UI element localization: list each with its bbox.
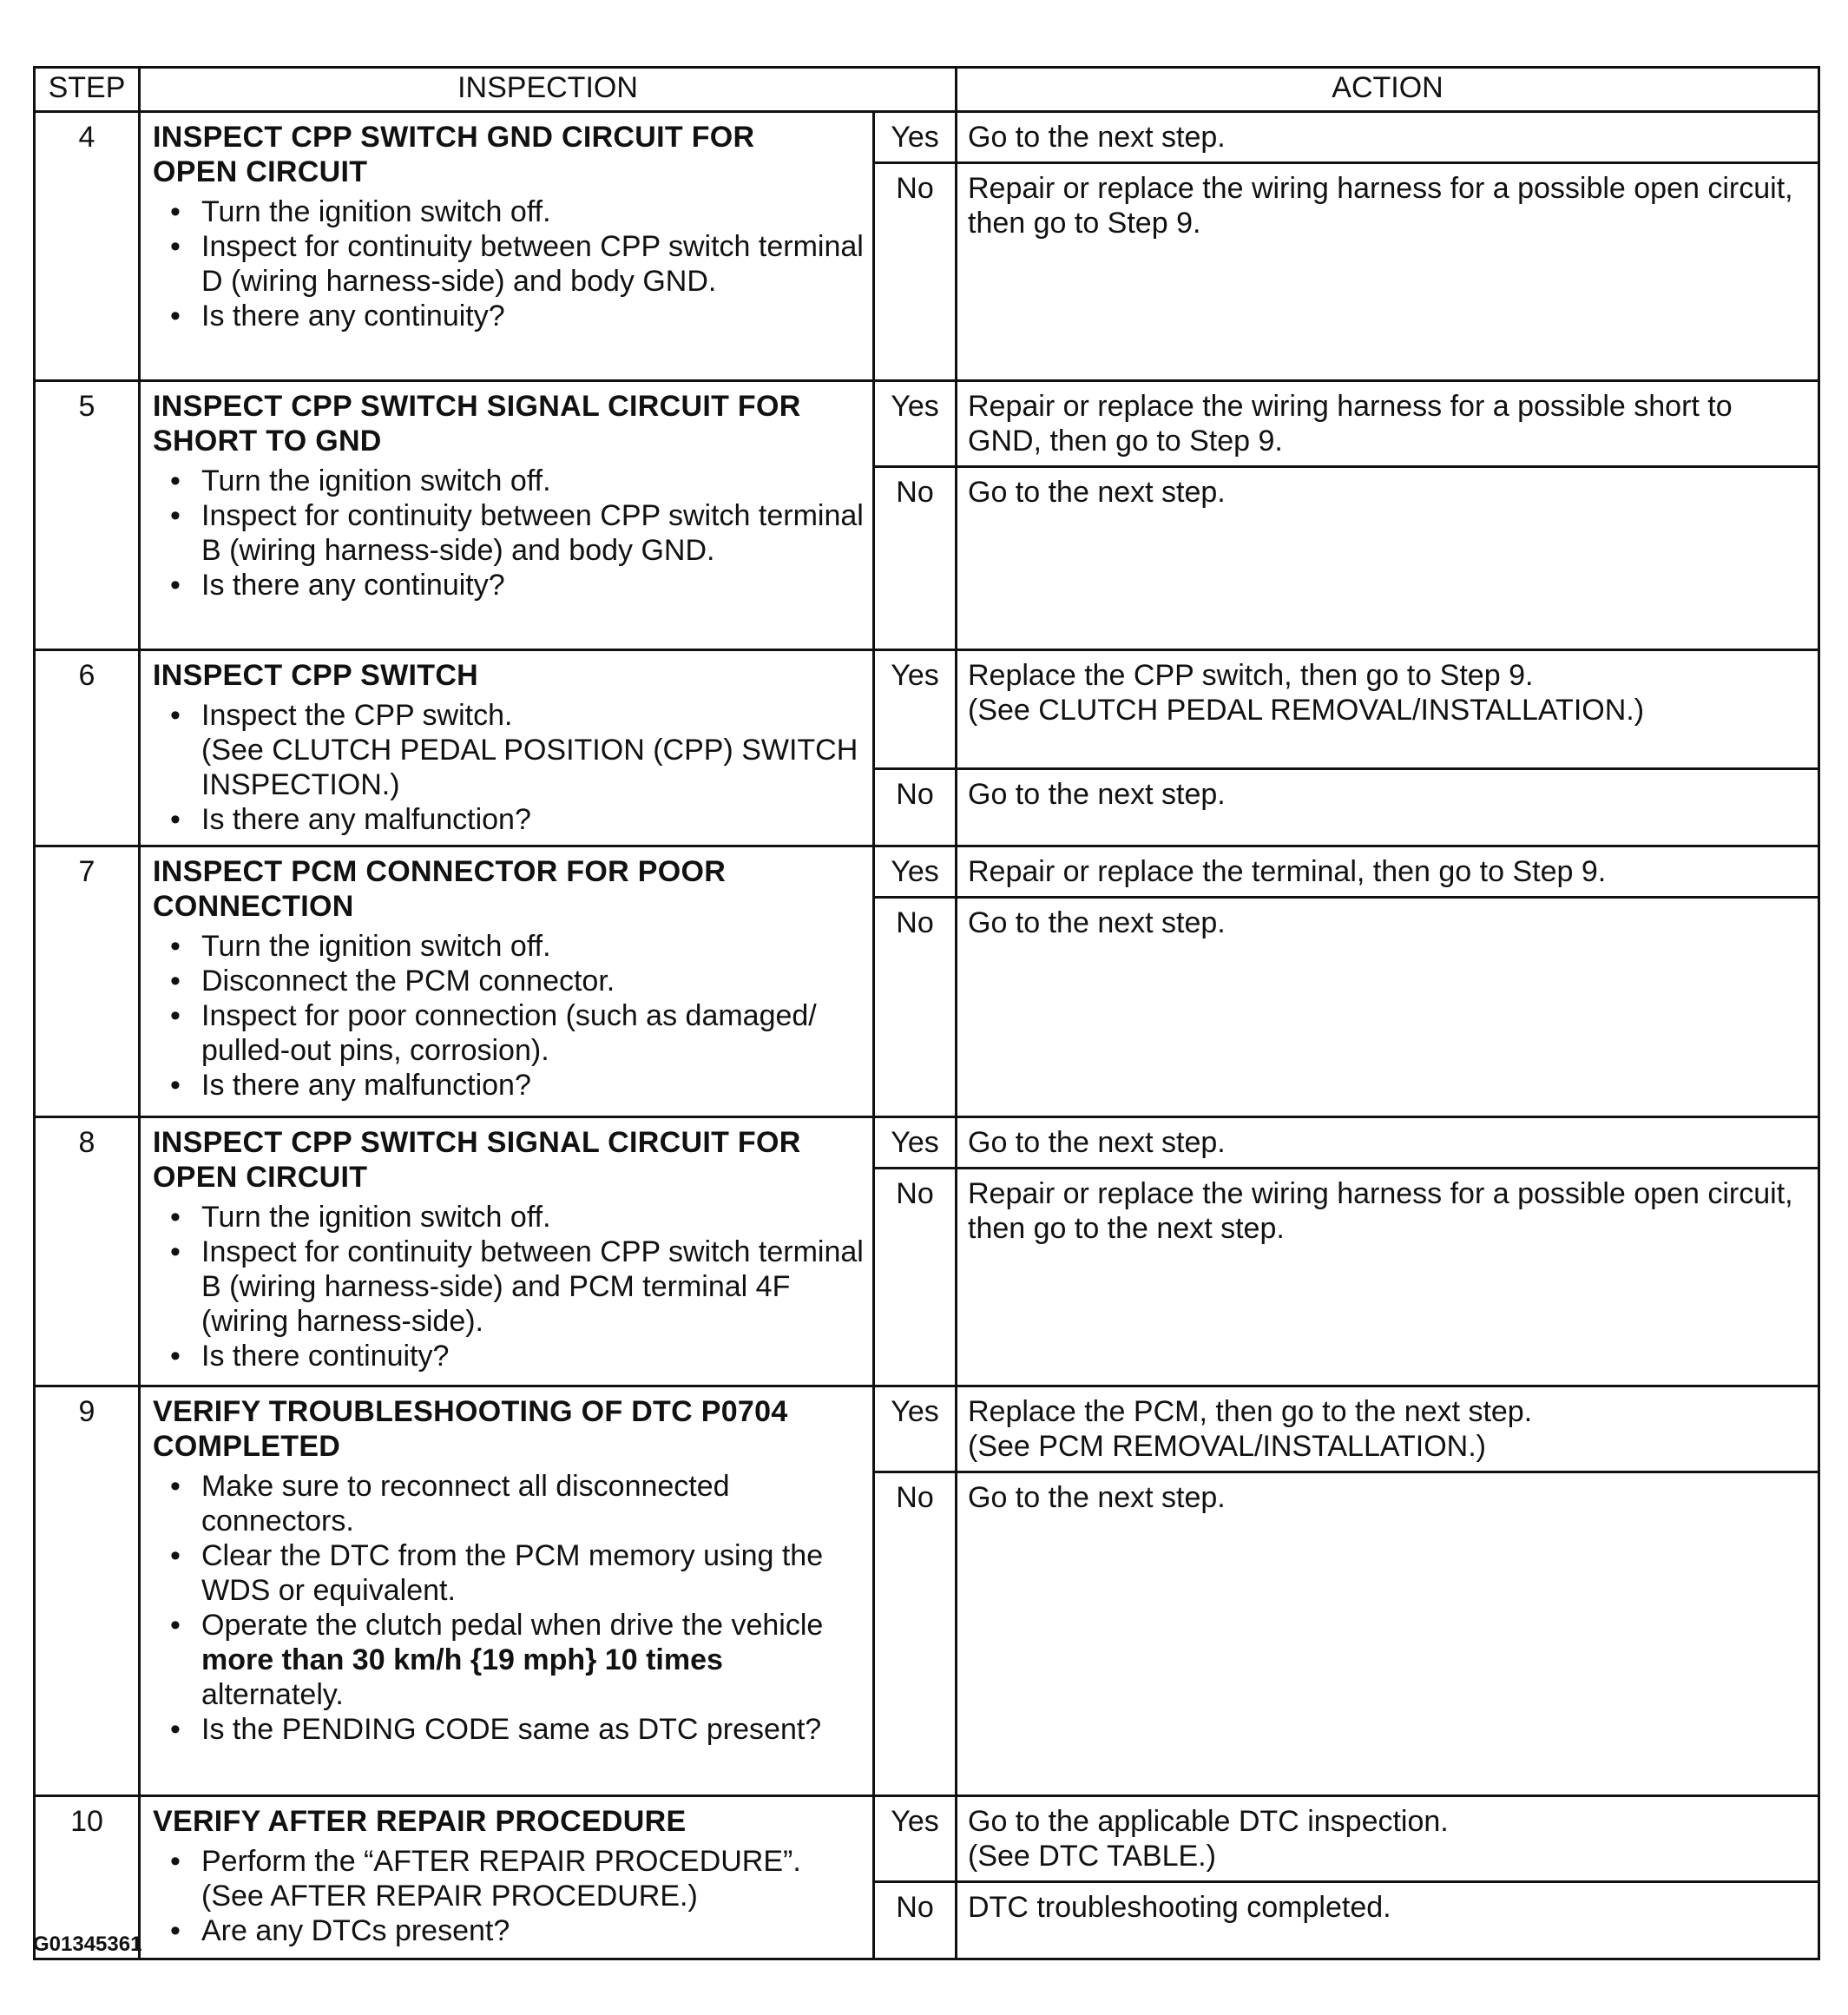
- header-inspection: INSPECTION: [140, 68, 957, 112]
- bullet-reference: (See AFTER REPAIR PROCEDURE.): [201, 1880, 698, 1913]
- figure-code: G01345361: [33, 1933, 142, 1956]
- no-action: Repair or replace the wiring harness for a possible open circuit, then go to the next step.: [957, 1169, 1819, 1386]
- bullet-text: Perform the “AFTER REPAIR PROCEDURE”.: [201, 1845, 801, 1878]
- inspection-cell: [140, 846, 874, 1117]
- yes-action-text: Go to the applicable DTC inspection.: [968, 1805, 1449, 1838]
- no-action: Go to the next step.: [957, 467, 1819, 650]
- inspection-cell: [140, 650, 874, 846]
- header-action: ACTION: [957, 68, 1819, 112]
- step-number: 6: [35, 650, 140, 846]
- list-item: • Turn the ignition switch off.: [153, 194, 864, 229]
- inspection-title: INSPECT CPP SWITCH SIGNAL CIRCUIT FOR: [153, 1126, 801, 1159]
- inspection-title: OPEN CIRCUIT: [153, 155, 368, 188]
- list-item: • Is there any malfunction?: [153, 1068, 864, 1103]
- yes-action-reference: (See PCM REMOVAL/INSTALLATION.): [968, 1430, 1487, 1463]
- no-action: Repair or replace the wiring harness for a possible open circuit, then go to Step 9.: [957, 163, 1819, 381]
- inspection-title: COMPLETED: [153, 1430, 341, 1463]
- no-label: No: [874, 1472, 957, 1796]
- yes-action: Go to the next step.: [957, 1117, 1819, 1169]
- header-step: STEP: [35, 68, 140, 112]
- inspection-title: OPEN CIRCUIT: [153, 1161, 368, 1194]
- bullet-text: Inspect the CPP switch.: [201, 699, 513, 732]
- list-item: • Disconnect the PCM connector.: [153, 964, 864, 998]
- inspection-bullets: [153, 1200, 864, 1373]
- yes-action: Repair or replace the wiring harness for a possible short to GND, then go to Step 9.: [957, 381, 1819, 467]
- troubleshooting-table: [33, 66, 1820, 1960]
- yes-label: Yes: [874, 650, 957, 769]
- list-item: • Is the PENDING CODE same as DTC present?: [153, 1712, 864, 1747]
- list-item: • Inspect for continuity between CPP switch terminal D (wiring harness-side) and body GND.: [153, 229, 864, 299]
- yes-label: Yes: [874, 381, 957, 467]
- troubleshooting-document: [33, 66, 1818, 1960]
- list-item: [153, 1844, 864, 1913]
- inspection-title: INSPECT CPP SWITCH GND CIRCUIT FOR: [153, 121, 755, 154]
- list-item: • Is there any malfunction?: [153, 802, 864, 837]
- yes-action: [957, 1796, 1819, 1882]
- yes-action-reference: (See DTC TABLE.): [968, 1840, 1216, 1873]
- no-label: No: [874, 898, 957, 1117]
- inspection-bullets: [153, 194, 864, 333]
- no-label: No: [874, 769, 957, 846]
- inspection-cell: [140, 381, 874, 650]
- list-item: [153, 698, 864, 802]
- yes-action-text: Replace the PCM, then go to the next step.: [968, 1395, 1533, 1428]
- list-item: • Are any DTCs present?: [153, 1913, 864, 1948]
- yes-action: [957, 650, 1819, 769]
- yes-label: Yes: [874, 1386, 957, 1472]
- bullet-reference: (See CLUTCH PEDAL POSITION (CPP) SWITCH INSPECTION.): [201, 734, 858, 801]
- inspection-bullets: [153, 1844, 864, 1948]
- step-number: 10: [35, 1796, 140, 1959]
- inspection-title: INSPECT CPP SWITCH SIGNAL CIRCUIT FOR: [153, 390, 801, 423]
- no-label: No: [874, 467, 957, 650]
- no-label: No: [874, 163, 957, 381]
- list-item: • Is there continuity?: [153, 1339, 864, 1373]
- yes-label: Yes: [874, 112, 957, 163]
- list-item: [153, 1608, 864, 1712]
- inspection-cell: [140, 1796, 874, 1959]
- list-item: • Is there any continuity?: [153, 568, 864, 603]
- step-number: 7: [35, 846, 140, 1117]
- inspection-title: CONNECTION: [153, 890, 354, 923]
- table-row: [35, 1796, 1819, 1882]
- list-item: • Is there any continuity?: [153, 299, 864, 333]
- list-item: • Clear the DTC from the PCM memory using the WDS or equivalent.: [153, 1538, 864, 1608]
- bullet-emphasis: more than 30 km/h {19 mph} 10 times: [201, 1643, 723, 1676]
- bullet-text: Operate the clutch pedal when drive the vehicle: [201, 1609, 824, 1642]
- table-row: [35, 846, 1819, 898]
- inspection-bullets: [153, 1469, 864, 1747]
- inspection-bullets: [153, 929, 864, 1103]
- table-row: [35, 381, 1819, 467]
- inspection-title: INSPECT CPP SWITCH: [153, 659, 479, 692]
- step-number: 8: [35, 1117, 140, 1386]
- table-row: [35, 1117, 1819, 1169]
- no-action: Go to the next step.: [957, 769, 1819, 846]
- yes-label: Yes: [874, 1117, 957, 1169]
- table-row: [35, 112, 1819, 163]
- step-number: 5: [35, 381, 140, 650]
- inspection-cell: [140, 1117, 874, 1386]
- list-item: • Inspect for poor connection (such as damaged/ pulled-out pins, corrosion).: [153, 998, 864, 1068]
- inspection-cell: [140, 1386, 874, 1796]
- inspection-title: SHORT TO GND: [153, 425, 382, 458]
- list-item: • Turn the ignition switch off.: [153, 1200, 864, 1235]
- yes-action-text: Replace the CPP switch, then go to Step 9.: [968, 659, 1534, 692]
- list-item: • Inspect for continuity between CPP switch terminal B (wiring harness-side) and body GND.: [153, 498, 864, 568]
- bullet-text: alternately.: [201, 1678, 344, 1711]
- list-item: • Inspect for continuity between CPP switch terminal B (wiring harness-side) and PCM terminal 4F (wiring harness-side).: [153, 1235, 864, 1339]
- no-action: Go to the next step.: [957, 898, 1819, 1117]
- list-item: • Turn the ignition switch off.: [153, 929, 864, 964]
- header-row: [35, 68, 1819, 112]
- step-number: 4: [35, 112, 140, 381]
- no-label: No: [874, 1882, 957, 1959]
- no-label: No: [874, 1169, 957, 1386]
- inspection-bullets: [153, 698, 864, 837]
- inspection-bullets: [153, 464, 864, 603]
- step-number: 9: [35, 1386, 140, 1796]
- yes-action: Repair or replace the terminal, then go to Step 9.: [957, 846, 1819, 898]
- no-action: Go to the next step.: [957, 1472, 1819, 1796]
- table-row: [35, 650, 1819, 769]
- yes-action-reference: (See CLUTCH PEDAL REMOVAL/INSTALLATION.): [968, 694, 1645, 727]
- yes-action: Go to the next step.: [957, 112, 1819, 163]
- inspection-title: INSPECT PCM CONNECTOR FOR POOR: [153, 855, 727, 888]
- no-action: DTC troubleshooting completed.: [957, 1882, 1819, 1959]
- inspection-title: VERIFY TROUBLESHOOTING OF DTC P0704: [153, 1395, 788, 1428]
- table-row: [35, 1386, 1819, 1472]
- yes-action: [957, 1386, 1819, 1472]
- inspection-title: VERIFY AFTER REPAIR PROCEDURE: [153, 1805, 687, 1838]
- yes-label: Yes: [874, 846, 957, 898]
- yes-label: Yes: [874, 1796, 957, 1882]
- list-item: • Make sure to reconnect all disconnected connectors.: [153, 1469, 864, 1538]
- inspection-cell: [140, 112, 874, 381]
- list-item: • Turn the ignition switch off.: [153, 464, 864, 498]
